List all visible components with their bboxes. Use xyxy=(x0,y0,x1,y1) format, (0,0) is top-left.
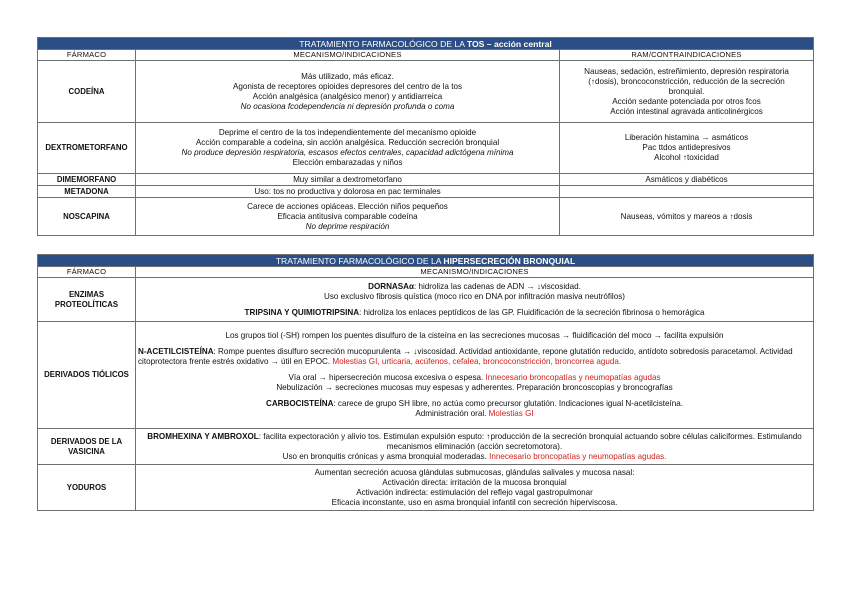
text-line xyxy=(138,409,811,419)
text-line xyxy=(138,282,811,292)
table-row xyxy=(38,186,814,198)
table-row xyxy=(38,174,814,186)
adverse-effects: Molestias GI xyxy=(488,409,534,418)
table-title xyxy=(38,38,814,50)
mechanism-cell xyxy=(136,61,560,123)
hypersecretion-table xyxy=(37,254,814,511)
text-line: Más utilizado, más eficaz. xyxy=(301,71,394,81)
text-line: Activación directa: irritación de la mucosa bronquial xyxy=(382,477,567,487)
text-line: Alcohol ↑toxicidad xyxy=(654,153,719,162)
table-row xyxy=(38,61,814,123)
text-line: Elección embarazadas y niños xyxy=(292,158,403,167)
text-line: Agonista de receptores opioides depresores del centro de la tos xyxy=(232,81,463,91)
mechanism-cell xyxy=(136,429,814,465)
table-row xyxy=(38,429,814,465)
table-row xyxy=(38,465,814,511)
title-bold: HIPERSECRECIÓN BRONQUIAL xyxy=(443,255,576,266)
text-line: Los grupos tiol (-SH) rompen los puentes disulfuro de la cisteína en las secreciones mucosas → fluidificación del moco → facilita expulsión xyxy=(225,331,724,340)
table-row xyxy=(38,322,814,429)
table-row xyxy=(38,198,814,236)
bold-term: DORNASAα xyxy=(368,281,414,291)
text-line xyxy=(138,373,811,383)
text-line-italic: No produce depresión respiratoria, escasos efectos centrales, capacidad adictógena mínima xyxy=(181,148,514,157)
drug-name: CODEÍNA xyxy=(38,61,136,123)
text-line xyxy=(138,347,811,367)
drug-name: ENZIMAS PROTEOLÍTICAS xyxy=(38,278,136,322)
text-line xyxy=(138,452,811,462)
title-prefix: TRATAMIENTO FARMACOLÓGICO DE LA xyxy=(275,255,442,266)
text-line xyxy=(138,399,811,409)
bold-term: CARBOCISTEÍNA xyxy=(265,399,334,408)
title-prefix: TRATAMIENTO FARMACOLÓGICO DE LA xyxy=(299,38,465,49)
text: Uso en bronquitis crónicas y asma bronquial moderadas. xyxy=(282,451,487,461)
mechanism-cell xyxy=(136,123,560,174)
text-line: Eficacia antitusiva comparable codeína xyxy=(277,211,418,221)
text-line xyxy=(138,432,811,452)
adverse-effects: Molestias GI, urticaria, acúfenos, cefalea, broncoconstricción, broncorrea aguda. xyxy=(332,357,622,366)
ram-cell xyxy=(560,123,814,174)
table-row xyxy=(38,278,814,322)
adverse-effects: Innecesario broncopatías y neumopatías agudas xyxy=(485,373,661,382)
text: : carece de grupo SH libre, no actúa como precursor glutatión. Indicaciones igual N-acetilcisteína. xyxy=(333,399,684,408)
drug-name: NOSCAPINA xyxy=(38,198,136,236)
text-line: Aumentan secreción acuosa glándulas submucosas, glándulas salivales y mucosa nasal: xyxy=(314,467,635,477)
mechanism-cell xyxy=(136,465,814,511)
drug-name: DEXTROMETORFANO xyxy=(38,123,136,174)
text-line-italic: No ocasiona fcodependencia ni depresión profunda o coma xyxy=(240,101,455,111)
text-line: Nauseas, sedación, estreñimiento, depresión respiratoria xyxy=(584,66,789,76)
ram-cell: Asmáticos y diabéticos xyxy=(560,174,814,186)
text: : hidroliza las cadenas de ADN → ↓viscosidad. xyxy=(414,281,581,291)
mechanism-cell xyxy=(136,278,814,322)
text-line: Nebulización → secreciones mucosas muy espesas y adherentes. Preparación broncoscopias y broncografías xyxy=(276,383,673,392)
text-line-italic: No deprime respiración xyxy=(305,221,390,231)
text-line: Pac ttdos antidepresivos xyxy=(642,143,731,152)
drug-name: METADONA xyxy=(38,186,136,198)
drug-name: DERIVADOS TIÓLICOS xyxy=(38,322,136,429)
ram-cell xyxy=(560,186,814,198)
mechanism-cell xyxy=(136,198,560,236)
text: : hidroliza los enlaces peptídicos de las GP. Fluidificación de la secreción fibrinosa o hemorágica xyxy=(359,307,705,317)
text-line xyxy=(138,308,811,318)
text-line: Acción analgésica (analgésico menor) y antidiarreica xyxy=(252,91,443,101)
mechanism-cell xyxy=(136,322,814,429)
text-line: Eficacia inconstante, uso en asma bronquial infantil con secreción hiperviscosa. xyxy=(331,497,618,507)
text: Vía oral → hipersecreción mucosa excesiva o espesa. xyxy=(288,373,484,382)
header-drug: FÁRMACO xyxy=(38,50,136,61)
text-line: Acción sedante potenciada por otros fcos xyxy=(612,96,761,106)
table-row xyxy=(38,123,814,174)
bold-term: N-ACETILCISTEÍNA xyxy=(138,347,214,356)
header-drug: FÁRMACO xyxy=(38,267,136,278)
mechanism-cell: Uso: tos no productiva y dolorosa en pac terminales xyxy=(136,186,560,198)
header-mechanism: MECANISMO/INDICACIONES xyxy=(136,267,814,278)
text-line: Acción intestinal agravada anticolinérgicos xyxy=(610,106,763,116)
antitussive-table xyxy=(37,37,814,236)
text-line: (↑dosis), broncoconstricción, reducción de la secreción xyxy=(588,76,785,86)
text-line: bronquial. xyxy=(668,86,705,96)
ram-cell xyxy=(560,61,814,123)
drug-name: DIMEMORFANO xyxy=(38,174,136,186)
ram-cell: Nauseas, vómitos y mareos a ↑dosis xyxy=(560,198,814,236)
header-mechanism: MECANISMO/INDICACIONES xyxy=(136,50,560,61)
header-ram: RAM/CONTRAINDICACIONES xyxy=(560,50,814,61)
drug-name: YODUROS xyxy=(38,465,136,511)
table-title xyxy=(38,255,814,267)
text-line: Deprime el centro de la tos independientemente del mecanismo opioide xyxy=(218,128,477,137)
title-bold: TOS – acción central xyxy=(466,38,552,49)
bold-term: BROMHEXINA Y AMBROXOL xyxy=(147,431,259,441)
text: : facilita expectoración y alivio tos. Estimulan expulsión esputo: ↑producción de la secreción bronquial actuando sobre células caliciformes. Estimulando mecanismos eliminación (acción secretomotora). xyxy=(258,431,802,451)
text-line: Acción comparable a codeína, sin acción analgésica. Reducción secreción bronquial xyxy=(195,138,500,147)
text-line: Uso exclusivo fibrosis quística (moco rico en DNA por infiltración masiva neutrófilos) xyxy=(324,291,625,301)
text-line: Activación indirecta: estimulación del reflejo vagal gastropulmonar xyxy=(356,487,593,497)
text: : Rompe puentes disulfuro secreción mucopurulenta → ↓viscosidad. Actividad antioxidante, repone glutatión reducido, antídoto sobredosis paracetamol. Actividad citoprotectora frente estrés oxidativo → útil en EPOC. xyxy=(138,347,793,366)
drug-name: DERIVADOS DE LA VASICINA xyxy=(38,429,136,465)
text-line: Carece de acciones opiáceas. Elección niños pequeños xyxy=(247,201,448,211)
text: Administración oral. xyxy=(415,409,487,418)
mechanism-cell: Muy similar a dextrometorfano xyxy=(136,174,560,186)
bold-term: TRIPSINA Y QUIMIOTRIPSINA xyxy=(244,307,360,317)
adverse-effects: Innecesario broncopatías y neumopatías agudas. xyxy=(489,451,667,461)
text-line: Liberación histamina → asmáticos xyxy=(624,133,749,142)
